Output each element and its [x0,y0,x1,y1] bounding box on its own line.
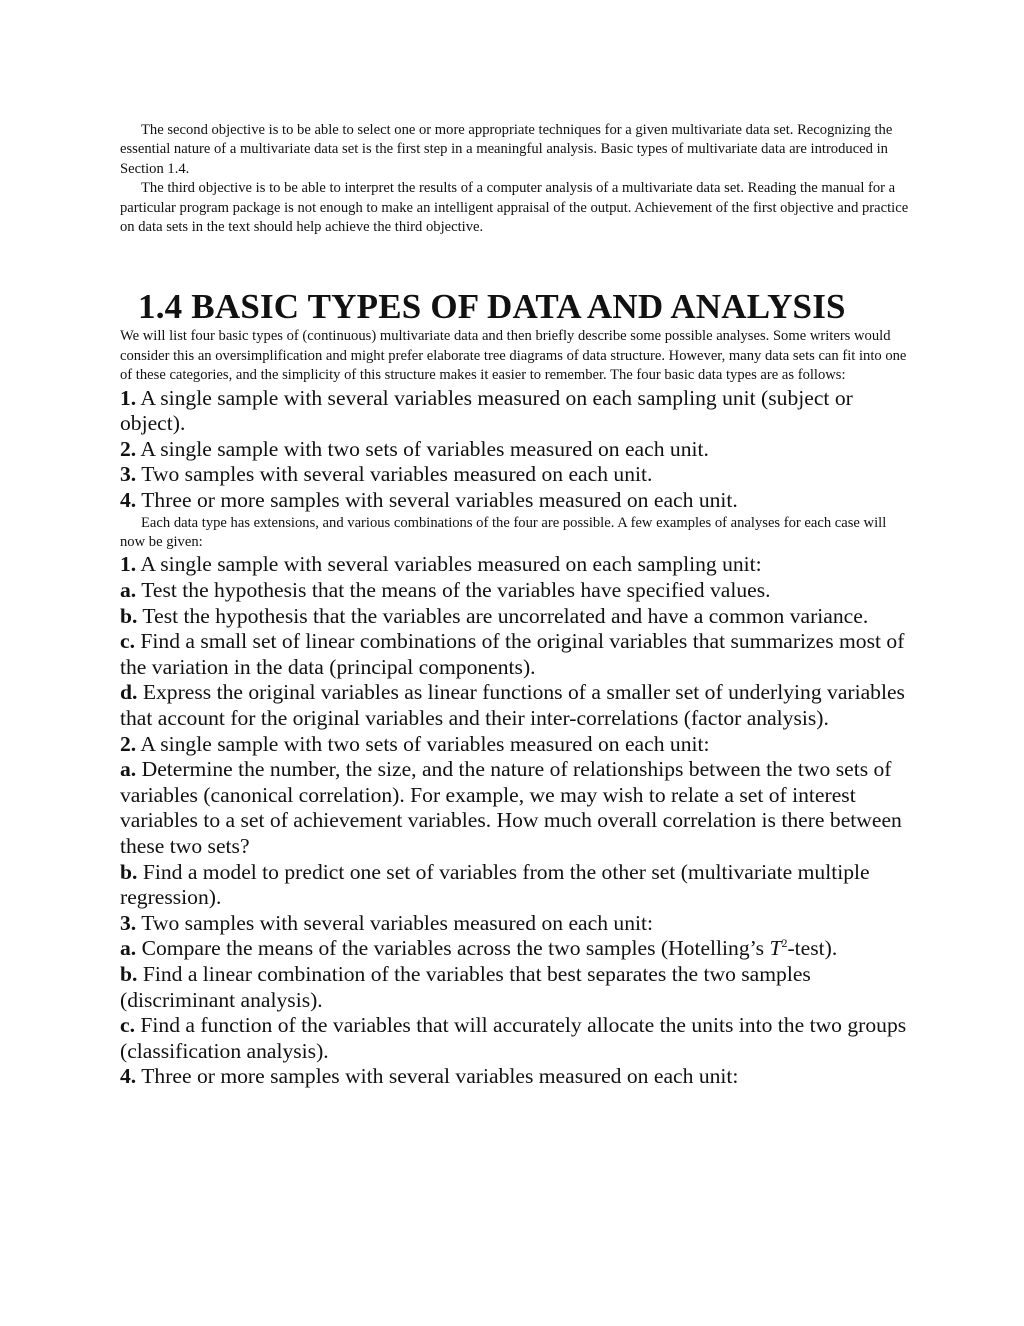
item-letter: a. [120,578,137,603]
data-type-item [120,488,910,514]
case-title: Two samples with several variables measured on each unit: [136,910,653,935]
item-text: Find a model to predict one set of variables from the other set (multivariate multiple regression). [120,859,870,910]
case-item [120,604,910,630]
t-statistic-symbol: T [769,936,782,961]
case-item [120,680,910,731]
case-heading [120,1064,910,1090]
case-number: 1. [120,552,137,577]
item-text: Two samples with several variables measured on each unit. [136,462,653,487]
superscript-2: 2 [781,936,788,951]
item-letter: d. [120,680,138,705]
item-text: A single sample with two sets of variables measured on each unit. [136,436,709,461]
case-heading [120,552,910,578]
data-type-item [120,386,910,437]
item-text-suffix: -test). [787,936,838,961]
intro-paragraph-1: The second objective is to be able to select one or more appropriate techniques for a given multivariate data set. Recognizing the essential nature of a multivariate data set is the first step in a meaningful analysis. Basic types of multivariate data are introduced in Section 1.4. [120,122,893,177]
section-intro: We will list four basic types of (continuous) multivariate data and then briefly describe some possible analyses. Some writers would consider this an oversimplification and might prefer elaborate tree diagrams of data structure. However, many data sets can fit into one of these categories, and the simplicity of this structure makes it easier to remember. The four basic data types are as follows: [120,328,907,384]
item-text: Three or more samples with several variables measured on each unit. [136,488,738,513]
case-item [120,962,910,1013]
item-text: Compare the means of the variables across the two samples (Hotelling’s [136,936,770,961]
case-title: Three or more samples with several variables measured on each unit: [136,1064,739,1089]
item-letter: c. [120,1013,135,1038]
case-item [120,1013,910,1064]
document-page [120,121,910,1090]
item-number: 1. [120,385,137,410]
data-type-item [120,437,910,463]
item-text: Determine the number, the size, and the nature of relationships between the two sets of variables (canonical correlation). For example, we may wish to relate a set of interest variables to a set of achievement variables. How much overall correlation is there between these two sets? [120,757,902,858]
case-title: A single sample with two sets of variables measured on each unit: [136,731,710,756]
item-text: Test the hypothesis that the means of the variables have specified values. [136,578,771,603]
data-type-item [120,462,910,488]
item-text: Find a small set of linear combinations of the original variables that summarizes most of the variation in the data (principal components). [120,629,905,679]
data-types-list [120,386,910,514]
item-text: Test the hypothesis that the variables are uncorrelated and have a common variance. [137,603,869,628]
intro-paragraph-2: The third objective is to be able to interpret the results of a computer analysis of a multivariate data set. Reading the manual for a particular program package is not enough to make an intelligent appraisal of the output. Achievement of the first objective and practice on data sets in the text should help achieve the third objective. [120,180,909,236]
item-number: 3. [120,462,137,487]
case-number: 3. [120,910,137,935]
item-number: 2. [120,436,137,461]
analysis-examples [120,552,910,1089]
item-letter: b. [120,603,138,628]
item-letter: b. [120,961,138,986]
case-title: A single sample with several variables measured on each sampling unit: [136,552,762,577]
case-heading [120,732,910,758]
item-letter: c. [120,629,135,654]
case-item [120,629,910,680]
case-item [120,936,910,962]
case-item [120,578,910,604]
case-item [120,757,910,859]
item-text: Find a function of the variables that will accurately allocate the units into the two groups (classification analysis). [120,1013,907,1063]
case-number: 2. [120,731,137,756]
item-letter: b. [120,859,138,884]
item-text: Find a linear combination of the variables that best separates the two samples (discriminant analysis). [120,961,811,1012]
item-number: 4. [120,488,137,513]
extensions-paragraph: Each data type has extensions, and various combinations of the four are possible. A few examples of analyses for each case will now be given: [120,514,887,551]
case-heading [120,911,910,937]
case-number: 4. [120,1064,137,1089]
case-item [120,860,910,911]
item-text: Express the original variables as linear functions of a smaller set of underlying variables that account for the original variables and their inter-correlations (factor analysis). [120,680,905,730]
item-letter: a. [120,757,137,782]
item-letter: a. [120,936,137,961]
item-text: A single sample with several variables measured on each sampling unit (subject or object). [120,385,853,436]
section-heading: 1.4 BASIC TYPES OF DATA AND ANALYSIS [138,287,846,327]
